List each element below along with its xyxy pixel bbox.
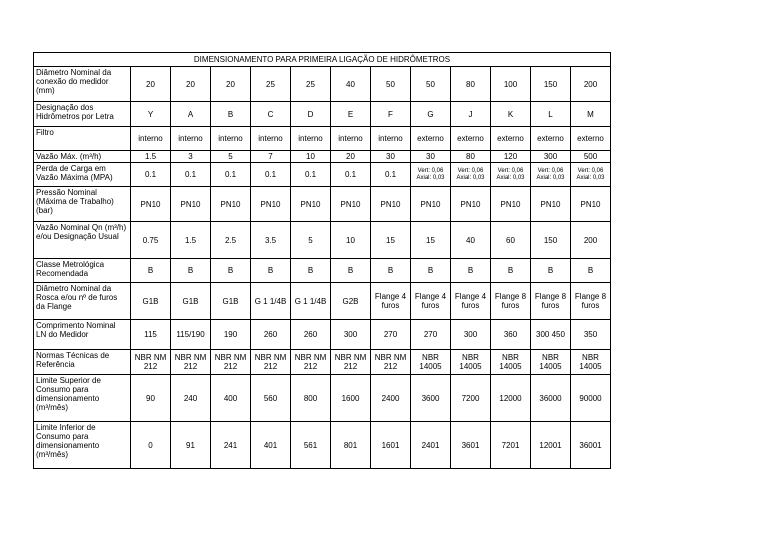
table-cell: 40 <box>451 222 491 259</box>
table-cell: G <box>411 102 451 127</box>
table-cell: PN10 <box>531 187 571 222</box>
row-label: Normas Técnicas de Referência <box>34 350 131 375</box>
row-label: Vazão Máx. (m³/h) <box>34 151 131 163</box>
table-cell: 190 <box>211 320 251 350</box>
table-cell: NBR NM 212 <box>251 350 291 375</box>
table-cell: 150 <box>531 67 571 102</box>
table-cell: B <box>531 259 571 283</box>
table-cell: 5 <box>211 151 251 163</box>
table-cell: externo <box>411 127 451 151</box>
table-cell: G 1 1/4B <box>291 283 331 320</box>
table-cell: NBR 14005 <box>411 350 451 375</box>
table-cell: PN10 <box>331 187 371 222</box>
row-label: Comprimento Nominal LN do Medidor <box>34 320 131 350</box>
table-cell: 300 <box>531 151 571 163</box>
table-cell: 0.1 <box>291 163 331 187</box>
table-cell: B <box>571 259 611 283</box>
table-cell: 3601 <box>451 422 491 469</box>
table-cell: 1601 <box>371 422 411 469</box>
table-cell: 401 <box>251 422 291 469</box>
table-cell: 300 <box>451 320 491 350</box>
row-label: Perda de Carga em Vazão Máxima (MPA) <box>34 163 131 187</box>
table-cell: 2401 <box>411 422 451 469</box>
table-cell: Vert: 0,06 Axial: 0,03 <box>411 163 451 187</box>
table-cell: L <box>531 102 571 127</box>
row-label: Classe Metrológica Recomendada <box>34 259 131 283</box>
table-cell: 12000 <box>491 375 531 422</box>
table-cell: interno <box>211 127 251 151</box>
table-cell: 15 <box>411 222 451 259</box>
table-cell: Flange 4 furos <box>411 283 451 320</box>
meter-sizing-table <box>33 52 611 469</box>
table-row <box>34 67 611 102</box>
table-cell: 115/190 <box>171 320 211 350</box>
table-cell: PN10 <box>251 187 291 222</box>
table-cell: 10 <box>331 222 371 259</box>
table-cell: NBR NM 212 <box>131 350 171 375</box>
table-row <box>34 151 611 163</box>
table-cell: B <box>371 259 411 283</box>
row-label: Diâmetro Nominal da conexão do medidor (mm) <box>34 67 131 102</box>
table-cell: 20 <box>171 67 211 102</box>
row-label: Vazão Nominal Qn (m³/h) e/ou Designação Usual <box>34 222 131 259</box>
table-cell: 80 <box>451 151 491 163</box>
table-cell: 2.5 <box>211 222 251 259</box>
table-cell: B <box>131 259 171 283</box>
table-cell: 2400 <box>371 375 411 422</box>
table-cell: 260 <box>251 320 291 350</box>
table-cell: 3600 <box>411 375 451 422</box>
table-cell: 0.1 <box>371 163 411 187</box>
table-cell: 400 <box>211 375 251 422</box>
table-cell: PN10 <box>411 187 451 222</box>
table-cell: F <box>371 102 411 127</box>
table-cell: NBR NM 212 <box>171 350 211 375</box>
table-cell: 350 <box>571 320 611 350</box>
table-cell: 36001 <box>571 422 611 469</box>
table-cell: 241 <box>211 422 251 469</box>
table-row <box>34 320 611 350</box>
table-cell: 500 <box>571 151 611 163</box>
table-cell: 30 <box>371 151 411 163</box>
table-cell: NBR NM 212 <box>291 350 331 375</box>
table-cell: 91 <box>171 422 211 469</box>
table-cell: 90 <box>131 375 171 422</box>
table-cell: 12001 <box>531 422 571 469</box>
table-cell: interno <box>171 127 211 151</box>
table-cell: C <box>251 102 291 127</box>
table-cell: Flange 4 furos <box>451 283 491 320</box>
table-cell: NBR NM 212 <box>331 350 371 375</box>
table-cell: B <box>411 259 451 283</box>
table-cell: 120 <box>491 151 531 163</box>
table-cell: NBR 14005 <box>491 350 531 375</box>
table-cell: 270 <box>411 320 451 350</box>
row-label: Limite Inferior de Consumo para dimensionamento (m³/mês) <box>34 422 131 469</box>
table-cell: Flange 8 furos <box>571 283 611 320</box>
row-label: Pressão Nominal (Máxima de Trabalho) (bar) <box>34 187 131 222</box>
table-cell: interno <box>291 127 331 151</box>
table-cell: 360 <box>491 320 531 350</box>
table-row <box>34 422 611 469</box>
table-cell: externo <box>451 127 491 151</box>
table-cell: B <box>211 102 251 127</box>
table-cell: PN10 <box>211 187 251 222</box>
table-cell: 7200 <box>451 375 491 422</box>
table-cell: 115 <box>131 320 171 350</box>
table-cell: Flange 4 furos <box>371 283 411 320</box>
table-title: DIMENSIONAMENTO PARA PRIMEIRA LIGAÇÃO DE HIDRÔMETROS <box>34 53 611 67</box>
row-label: Designação dos Hidrômetros por Letra <box>34 102 131 127</box>
table-cell: 40 <box>331 67 371 102</box>
table-cell: 801 <box>331 422 371 469</box>
table-cell: Flange 8 furos <box>531 283 571 320</box>
table-cell: PN10 <box>371 187 411 222</box>
table-cell: G1B <box>171 283 211 320</box>
table-cell: 50 <box>371 67 411 102</box>
table-cell: 560 <box>251 375 291 422</box>
table-cell: 0.1 <box>171 163 211 187</box>
table-cell: interno <box>251 127 291 151</box>
table-cell: 7 <box>251 151 291 163</box>
table-cell: interno <box>131 127 171 151</box>
table-row <box>34 222 611 259</box>
title-row <box>34 53 611 67</box>
table-cell: 200 <box>571 67 611 102</box>
row-label: Diâmetro Nominal da Rosca e/ou nº de furos da Flange <box>34 283 131 320</box>
table-cell: 25 <box>251 67 291 102</box>
table-cell: 0.1 <box>131 163 171 187</box>
table-cell: 5 <box>291 222 331 259</box>
table-cell: 800 <box>291 375 331 422</box>
table-cell: 0.1 <box>211 163 251 187</box>
table-cell: 0.1 <box>331 163 371 187</box>
table-cell: interno <box>371 127 411 151</box>
table-cell: 15 <box>371 222 411 259</box>
table-cell: externo <box>571 127 611 151</box>
table-row <box>34 259 611 283</box>
table-cell: 20 <box>211 67 251 102</box>
table-row <box>34 127 611 151</box>
table-cell: NBR 14005 <box>531 350 571 375</box>
table-cell: B <box>171 259 211 283</box>
table-cell: A <box>171 102 211 127</box>
table-cell: 50 <box>411 67 451 102</box>
table-cell: G 1 1/4B <box>251 283 291 320</box>
table-cell: interno <box>331 127 371 151</box>
table-cell: G2B <box>331 283 371 320</box>
table-cell: Vert: 0,06 Axial: 0,03 <box>571 163 611 187</box>
table-cell: G1B <box>211 283 251 320</box>
row-label: Filtro <box>34 127 131 151</box>
table-cell: 270 <box>371 320 411 350</box>
table-cell: externo <box>531 127 571 151</box>
table-cell: 0.1 <box>251 163 291 187</box>
table-cell: B <box>251 259 291 283</box>
table-cell: NBR 14005 <box>571 350 611 375</box>
table-cell: 7201 <box>491 422 531 469</box>
table-cell: M <box>571 102 611 127</box>
table-cell: E <box>331 102 371 127</box>
table-cell: 1600 <box>331 375 371 422</box>
table-cell: 240 <box>171 375 211 422</box>
table-cell: 100 <box>491 67 531 102</box>
table-cell: B <box>211 259 251 283</box>
table-cell: 300 450 <box>531 320 571 350</box>
table-cell: NBR 14005 <box>451 350 491 375</box>
table-cell: B <box>491 259 531 283</box>
table-cell: Vert: 0,06 Axial: 0,03 <box>491 163 531 187</box>
table-cell: 0.75 <box>131 222 171 259</box>
table-cell: Vert: 0,06 Axial: 0,03 <box>451 163 491 187</box>
table-cell: NBR NM 212 <box>371 350 411 375</box>
table-cell: J <box>451 102 491 127</box>
table-cell: 561 <box>291 422 331 469</box>
table-cell: 1.5 <box>171 222 211 259</box>
table-cell: 60 <box>491 222 531 259</box>
table-row <box>34 163 611 187</box>
table-cell: 80 <box>451 67 491 102</box>
row-label: Limite Superior de Consumo para dimensionamento (m³/mês) <box>34 375 131 422</box>
table-cell: 25 <box>291 67 331 102</box>
table-row <box>34 283 611 320</box>
table-cell: 260 <box>291 320 331 350</box>
table-cell: Flange 8 furos <box>491 283 531 320</box>
table-cell: 90000 <box>571 375 611 422</box>
table-cell: 300 <box>331 320 371 350</box>
table-cell: B <box>331 259 371 283</box>
table-cell: Y <box>131 102 171 127</box>
table-cell: 1.5 <box>131 151 171 163</box>
table-cell: PN10 <box>571 187 611 222</box>
table-cell: NBR NM 212 <box>211 350 251 375</box>
table-cell: G1B <box>131 283 171 320</box>
table-cell: 0 <box>131 422 171 469</box>
table-cell: 150 <box>531 222 571 259</box>
table-cell: B <box>451 259 491 283</box>
table-cell: 20 <box>331 151 371 163</box>
table-cell: 20 <box>131 67 171 102</box>
table-row <box>34 375 611 422</box>
table-cell: 36000 <box>531 375 571 422</box>
table-cell: 10 <box>291 151 331 163</box>
table-cell: 3.5 <box>251 222 291 259</box>
table-cell: PN10 <box>491 187 531 222</box>
table-cell: PN10 <box>291 187 331 222</box>
table-cell: Vert: 0,06 Axial: 0,03 <box>531 163 571 187</box>
table-row <box>34 187 611 222</box>
table-cell: 30 <box>411 151 451 163</box>
table-cell: PN10 <box>171 187 211 222</box>
table-row <box>34 350 611 375</box>
table-cell: externo <box>491 127 531 151</box>
table-cell: PN10 <box>451 187 491 222</box>
table-cell: 3 <box>171 151 211 163</box>
table-cell: D <box>291 102 331 127</box>
table-row <box>34 102 611 127</box>
table-cell: K <box>491 102 531 127</box>
table-cell: 200 <box>571 222 611 259</box>
table-cell: B <box>291 259 331 283</box>
table-cell: PN10 <box>131 187 171 222</box>
